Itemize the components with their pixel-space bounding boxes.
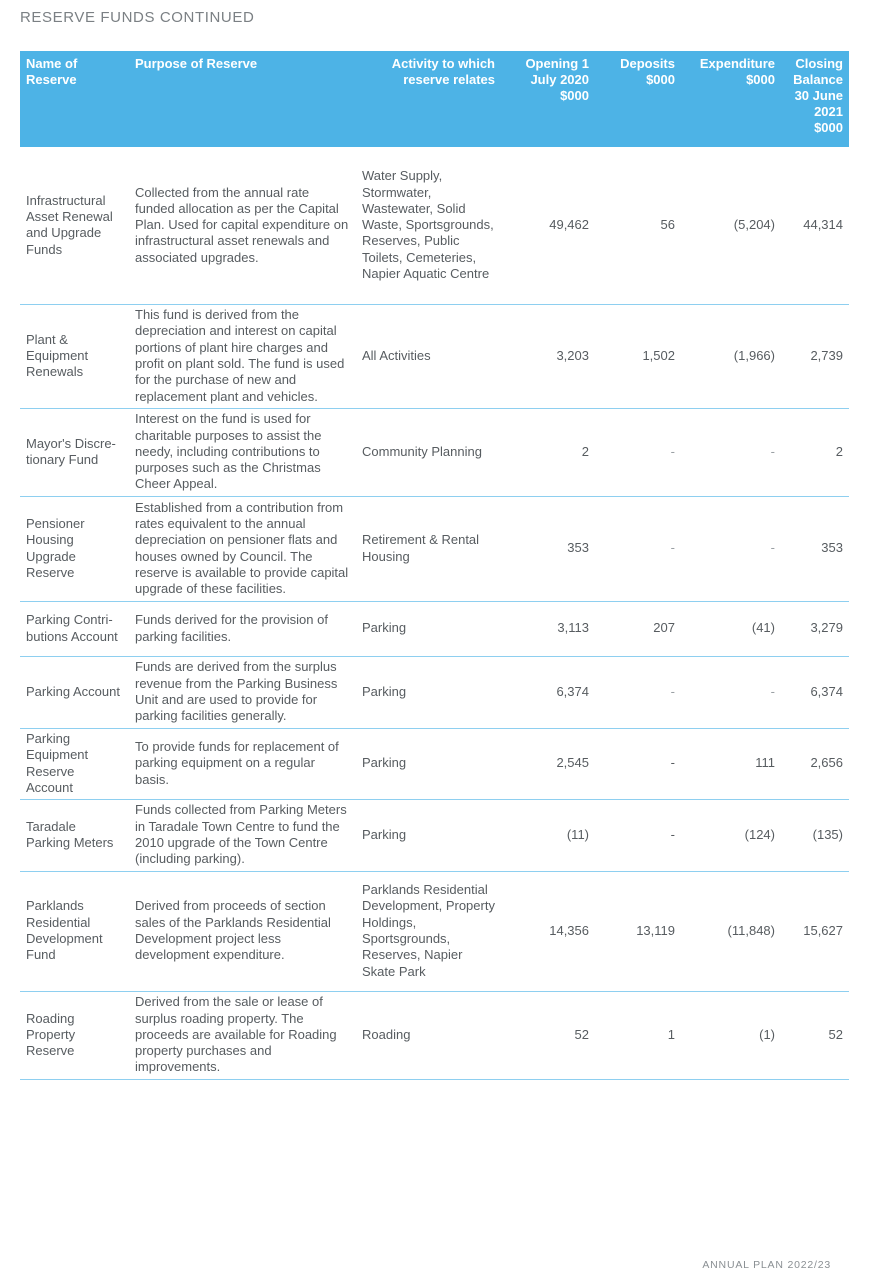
closing-value: 44,314 — [781, 147, 849, 304]
opening-value: 52 — [501, 991, 595, 1079]
deposits-value: 13,119 — [595, 871, 681, 991]
expenditure-value: (124) — [681, 799, 781, 871]
expenditure-value: - — [681, 656, 781, 728]
closing-value: 2 — [781, 408, 849, 496]
page-heading: RESERVE FUNDS CONTINUED — [20, 9, 255, 26]
reserve-name: Mayor's Discre-tionary Fund — [20, 408, 129, 496]
reserve-activity: Water Supply, Stormwater, Wastewater, Solid Waste, Sportsgrounds, Reserves, Public Toilets, Cemeteries, Napier Aquatic Centre — [356, 147, 501, 304]
header-name: Name of Reserve — [20, 51, 129, 147]
closing-value: 353 — [781, 496, 849, 601]
deposits-value: - — [595, 408, 681, 496]
table-row — [20, 601, 849, 656]
expenditure-value: - — [681, 496, 781, 601]
opening-value: 3,203 — [501, 304, 595, 408]
deposits-value: 1 — [595, 991, 681, 1079]
reserve-activity: Parking — [356, 799, 501, 871]
table-row — [20, 304, 849, 408]
table-row — [20, 408, 849, 496]
closing-value: 2,656 — [781, 728, 849, 799]
opening-value: 6,374 — [501, 656, 595, 728]
opening-value: 49,462 — [501, 147, 595, 304]
opening-value: 2,545 — [501, 728, 595, 799]
expenditure-value: (5,204) — [681, 147, 781, 304]
closing-value: 2,739 — [781, 304, 849, 408]
table-row — [20, 728, 849, 799]
reserve-purpose: Funds derived for the provision of parking facilities. — [129, 601, 356, 656]
deposits-value: - — [595, 728, 681, 799]
expenditure-value: (41) — [681, 601, 781, 656]
reserve-purpose: Established from a contribution from rates equivalent to the annual depreciation on pensioner flats and houses owned by Council. The reserve is available to provide capital upgrade of these facilities. — [129, 496, 356, 601]
expenditure-value: (1,966) — [681, 304, 781, 408]
reserve-purpose: Funds are derived from the surplus revenue from the Parking Business Unit and are used to provide for parking facilities generally. — [129, 656, 356, 728]
closing-value: (135) — [781, 799, 849, 871]
reserve-purpose: Interest on the fund is used for charitable purposes to assist the needy, including contributions to purposes such as the Christmas Cheer Appeal. — [129, 408, 356, 496]
reserve-purpose: Derived from proceeds of section sales of the Parklands Residential Development project less development expenditure. — [129, 871, 356, 991]
opening-value: (11) — [501, 799, 595, 871]
table-header-row — [20, 51, 849, 147]
reserve-name: Roading Property Reserve — [20, 991, 129, 1079]
table-row — [20, 656, 849, 728]
reserve-activity: Roading — [356, 991, 501, 1079]
closing-value: 15,627 — [781, 871, 849, 991]
table-row — [20, 799, 849, 871]
reserve-name: Plant & Equipment Renewals — [20, 304, 129, 408]
reserve-name: Pensioner Housing Upgrade Reserve — [20, 496, 129, 601]
closing-value: 52 — [781, 991, 849, 1079]
reserve-activity: Retirement & Rental Housing — [356, 496, 501, 601]
table-row — [20, 496, 849, 601]
opening-value: 14,356 — [501, 871, 595, 991]
deposits-value: 1,502 — [595, 304, 681, 408]
header-activity: Activity to which reserve relates — [356, 51, 501, 147]
opening-value: 3,113 — [501, 601, 595, 656]
reserve-purpose: To provide funds for replacement of parking equipment on a regular basis. — [129, 728, 356, 799]
reserve-activity: All Activities — [356, 304, 501, 408]
closing-value: 3,279 — [781, 601, 849, 656]
deposits-value: - — [595, 799, 681, 871]
expenditure-value: - — [681, 408, 781, 496]
expenditure-value: (11,848) — [681, 871, 781, 991]
deposits-value: 56 — [595, 147, 681, 304]
reserve-purpose: Funds collected from Parking Meters in Taradale Town Centre to fund the 2010 upgrade of the Town Centre (including parking). — [129, 799, 356, 871]
table-row — [20, 147, 849, 304]
table-row — [20, 871, 849, 991]
table-row — [20, 991, 849, 1079]
header-deposits: Deposits $000 — [595, 51, 681, 147]
deposits-value: 207 — [595, 601, 681, 656]
header-opening: Opening 1 July 2020 $000 — [501, 51, 595, 147]
opening-value: 353 — [501, 496, 595, 601]
reserve-name: Infrastructural Asset Renewal and Upgrade Funds — [20, 147, 129, 304]
expenditure-value: 111 — [681, 728, 781, 799]
deposits-value: - — [595, 656, 681, 728]
closing-value: 6,374 — [781, 656, 849, 728]
page-footer: ANNUAL PLAN 2022/23 — [702, 1259, 831, 1271]
reserve-purpose: Derived from the sale or lease of surplus roading property. The proceeds are available for Roading property purchases and improvements. — [129, 991, 356, 1079]
reserve-name: Parking Equipment Reserve Account — [20, 728, 129, 799]
deposits-value: - — [595, 496, 681, 601]
reserve-purpose: This fund is derived from the depreciation and interest on capital portions of plant hire charges and profit on plant sold. The fund is used for the purchase of new and replacement plant and vehicles. — [129, 304, 356, 408]
reserve-name: Parking Account — [20, 656, 129, 728]
reserve-name: Parklands Residential Development Fund — [20, 871, 129, 991]
header-purpose: Purpose of Reserve — [129, 51, 356, 147]
reserve-funds-table — [20, 51, 849, 1080]
opening-value: 2 — [501, 408, 595, 496]
reserve-purpose: Collected from the annual rate funded allocation as per the Capital Plan. Used for capital expenditure on infrastructural asset renewals and associated upgrades. — [129, 147, 356, 304]
reserve-name: Parking Contri-butions Account — [20, 601, 129, 656]
header-expenditure: Expenditure $000 — [681, 51, 781, 147]
header-closing: Closing Balance 30 June 2021 $000 — [781, 51, 849, 147]
expenditure-value: (1) — [681, 991, 781, 1079]
reserve-activity: Parking — [356, 601, 501, 656]
reserve-name: Taradale Parking Meters — [20, 799, 129, 871]
reserve-activity: Community Planning — [356, 408, 501, 496]
reserve-activity: Parklands Residential Development, Property Holdings, Sportsgrounds, Reserves, Napier Skate Park — [356, 871, 501, 991]
reserve-activity: Parking — [356, 656, 501, 728]
reserve-activity: Parking — [356, 728, 501, 799]
